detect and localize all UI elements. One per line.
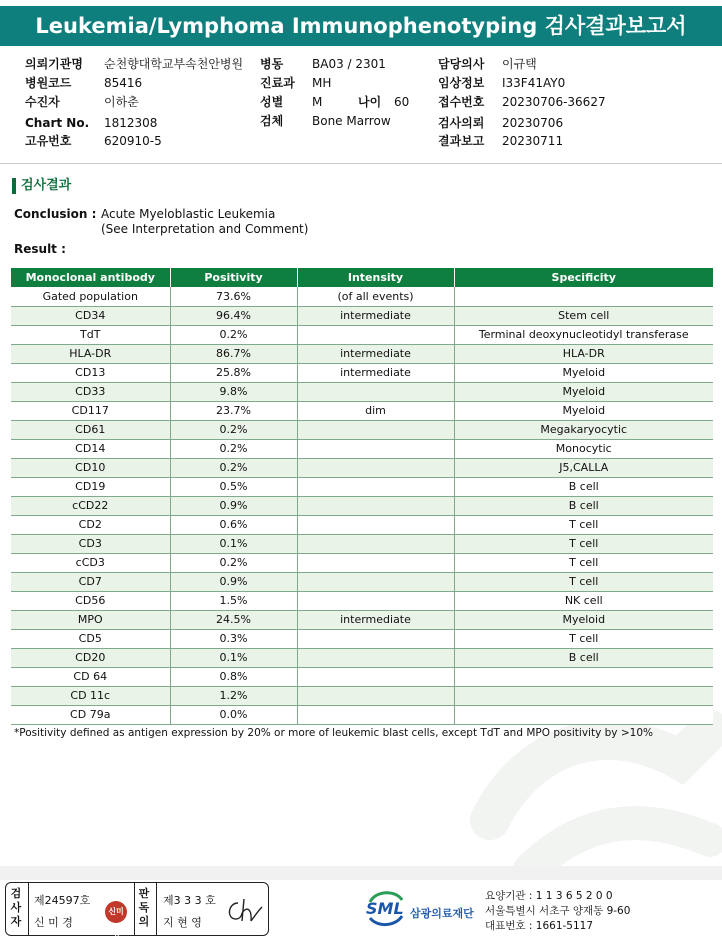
cell-specificity: HLA-DR [454,344,713,363]
cell-antibody: CD33 [11,382,170,401]
examiner-license-no: 제24597호 [34,894,91,907]
cell-specificity [454,686,713,705]
table-row [11,401,713,420]
cell-intensity [297,477,454,496]
value-ward: BA03 / 2301 [312,57,386,71]
conclusion-value [101,207,308,237]
cell-positivity: 0.2% [170,325,297,344]
contact-line: 대표번호 : 1661-5117 [485,920,594,932]
cell-specificity: B cell [454,477,713,496]
cell-positivity: 24.5% [170,610,297,629]
value-doctor: 이규택 [502,57,537,71]
value-institution: 순천향대학교부속천안병원 [104,57,244,71]
examiner-name: 신 미 경 [34,916,73,929]
cell-positivity: 0.6% [170,515,297,534]
examiner-label [10,887,24,929]
value-department: MH [312,76,332,90]
cell-specificity: T cell [454,629,713,648]
label-patient: 수진자 [25,95,60,109]
cell-intensity [297,667,454,686]
cell-positivity: 0.9% [170,496,297,515]
cell-intensity [297,515,454,534]
table-row [11,686,713,705]
cell-specificity: Myeloid [454,363,713,382]
label-sex: 성별 [260,95,284,109]
cell-positivity: 0.2% [170,439,297,458]
cell-intensity [297,686,454,705]
cell-specificity: Stem cell [454,306,713,325]
contact-line: 요양기관 : 1 1 3 6 5 2 0 0 [485,890,613,902]
cell-positivity: 25.8% [170,363,297,382]
cell-specificity: B cell [454,496,713,515]
cell-specificity: T cell [454,534,713,553]
cell-positivity: 0.3% [170,629,297,648]
value-specimen: Bone Marrow [312,114,391,128]
cell-intensity: dim [297,401,454,420]
cell-antibody: CD3 [11,534,170,553]
cell-antibody: CD20 [11,648,170,667]
cell-specificity: Myeloid [454,382,713,401]
cell-specificity: T cell [454,553,713,572]
label-request-date: 검사의뢰 [438,116,485,130]
value-sex: M [312,95,323,109]
reviewer-license-no: 제3 3 3 호 [163,894,216,907]
cell-intensity [297,496,454,515]
table-row [11,287,713,306]
table-row [11,534,713,553]
table-row [11,648,713,667]
examiner-seal-icon: 신미경 [105,901,127,923]
header-antibody: Monoclonal antibody [11,268,170,287]
table-row [11,363,713,382]
reviewer-signature-icon [224,897,264,925]
value-request-date: 20230706 [502,116,564,130]
examiner-label-text: 검사자 [10,887,22,928]
patient-info [0,0,722,160]
cell-antibody: cCD22 [11,496,170,515]
table-row [11,382,713,401]
cell-intensity: intermediate [297,363,454,382]
value-report-date: 20230711 [502,134,564,148]
table-row [11,496,713,515]
cell-specificity: Myeloid [454,401,713,420]
cell-antibody: CD2 [11,515,170,534]
cell-antibody: CD14 [11,439,170,458]
cell-specificity: Megakaryocytic [454,420,713,439]
cell-positivity: 0.1% [170,648,297,667]
header-intensity: Intensity [297,268,454,287]
cell-antibody: CD13 [11,363,170,382]
cell-specificity [454,705,713,724]
cell-specificity [454,287,713,306]
cell-antibody: CD5 [11,629,170,648]
cell-positivity: 23.7% [170,401,297,420]
cell-positivity: 0.2% [170,553,297,572]
sml-logo-text: SML [366,899,404,918]
value-age: 60 [394,95,410,109]
label-specimen: 검체 [260,114,284,128]
cell-positivity: 0.0% [170,705,297,724]
cell-intensity: intermediate [297,610,454,629]
value-hospital-code: 85416 [104,76,143,90]
conclusion-line-2: (See Interpretation and Comment) [101,222,309,236]
table-row [11,439,713,458]
table-header-row [11,268,713,287]
table-row [11,572,713,591]
table-row [11,515,713,534]
cell-intensity [297,591,454,610]
cell-intensity [297,629,454,648]
value-unique-no: 620910-5 [104,134,162,148]
cell-specificity: J5,CALLA [454,458,713,477]
conclusion-label: Conclusion : [14,207,97,221]
cell-intensity [297,705,454,724]
table-row [11,553,713,572]
cell-antibody: CD10 [11,458,170,477]
cell-intensity [297,648,454,667]
label-age: 나이 [358,95,382,109]
footer-strip [0,866,722,880]
value-clinical-info: I33F41AY0 [502,76,566,90]
cell-antibody: CD34 [11,306,170,325]
cell-antibody: MPO [11,610,170,629]
value-patient: 이하춘 [104,95,139,109]
cell-intensity: (of all events) [297,287,454,306]
cell-positivity: 0.9% [170,572,297,591]
cell-antibody: TdT [11,325,170,344]
cell-positivity: 0.8% [170,667,297,686]
section-title: 검사결과 [12,178,71,194]
label-report-date: 결과보고 [438,134,485,148]
label-ward: 병동 [260,57,284,71]
result-table [11,268,713,725]
label-chart-no: Chart No. [25,116,90,130]
value-receipt-no: 20230706-36627 [502,95,606,109]
header-positivity: Positivity [170,268,297,287]
cell-specificity: Myeloid [454,610,713,629]
reviewer-label-text: 판독의 [138,887,150,928]
cell-antibody: Gated population [11,287,170,306]
sign-separator [156,883,157,935]
table-row [11,420,713,439]
cell-specificity: T cell [454,515,713,534]
divider [0,163,722,164]
cell-antibody: CD7 [11,572,170,591]
cell-intensity: intermediate [297,344,454,363]
cell-intensity [297,382,454,401]
label-hospital-code: 병원코드 [25,76,72,90]
cell-positivity: 0.2% [170,420,297,439]
cell-positivity: 0.1% [170,534,297,553]
label-clinical-info: 임상정보 [438,76,485,90]
cell-specificity: Monocytic [454,439,713,458]
label-doctor: 담당의사 [438,57,485,71]
org-name: 삼광의료재단 [410,907,474,920]
cell-positivity: 9.8% [170,382,297,401]
cell-antibody: CD 11c [11,686,170,705]
cell-positivity: 96.4% [170,306,297,325]
table-row [11,325,713,344]
cell-specificity: Terminal deoxynucleotidyl transferase [454,325,713,344]
cell-antibody: CD61 [11,420,170,439]
conclusion-line-1: Acute Myeloblastic Leukemia [101,207,276,221]
cell-specificity: NK cell [454,591,713,610]
report-title: Leukemia/Lymphoma Immunophenotyping 검사결과보고서 [0,6,722,46]
cell-antibody: CD117 [11,401,170,420]
contact-line: 서울특별시 서초구 양재동 9-60 [485,905,631,917]
table-row [11,667,713,686]
table-row [11,629,713,648]
cell-antibody: HLA-DR [11,344,170,363]
cell-specificity: B cell [454,648,713,667]
table-row [11,610,713,629]
cell-intensity [297,572,454,591]
table-row [11,344,713,363]
cell-specificity: T cell [454,572,713,591]
cell-positivity: 1.2% [170,686,297,705]
label-receipt-no: 접수번호 [438,95,485,109]
cell-intensity [297,553,454,572]
sign-separator [28,883,29,935]
reviewer-label [138,887,152,929]
cell-positivity: 0.2% [170,458,297,477]
cell-positivity: 73.6% [170,287,297,306]
result-label: Result : [14,242,66,256]
cell-positivity: 0.5% [170,477,297,496]
cell-specificity [454,667,713,686]
contact-info [485,889,630,934]
cell-antibody: cCD3 [11,553,170,572]
reviewer-name: 지 현 영 [163,916,202,929]
cell-antibody: CD19 [11,477,170,496]
table-row [11,705,713,724]
label-institution: 의뢰기관명 [25,57,83,71]
cell-antibody: CD56 [11,591,170,610]
footnote: *Positivity defined as antigen expression by 20% or more of leukemic blast cells, except TdT and MPO positivity by >10% [14,727,653,739]
cell-positivity: 1.5% [170,591,297,610]
table-row [11,306,713,325]
cell-intensity: intermediate [297,306,454,325]
label-unique-no: 고유번호 [25,134,72,148]
sign-separator [134,883,135,935]
cell-antibody: CD 64 [11,667,170,686]
table-row [11,591,713,610]
cell-positivity: 86.7% [170,344,297,363]
table-row [11,458,713,477]
label-department: 진료과 [260,76,295,90]
value-chart-no: 1812308 [104,116,158,130]
cell-intensity [297,534,454,553]
cell-intensity [297,458,454,477]
cell-intensity [297,420,454,439]
cell-antibody: CD 79a [11,705,170,724]
cell-intensity [297,439,454,458]
table-row [11,477,713,496]
signature-box [5,882,269,936]
header-specificity: Specificity [454,268,713,287]
cell-intensity [297,325,454,344]
